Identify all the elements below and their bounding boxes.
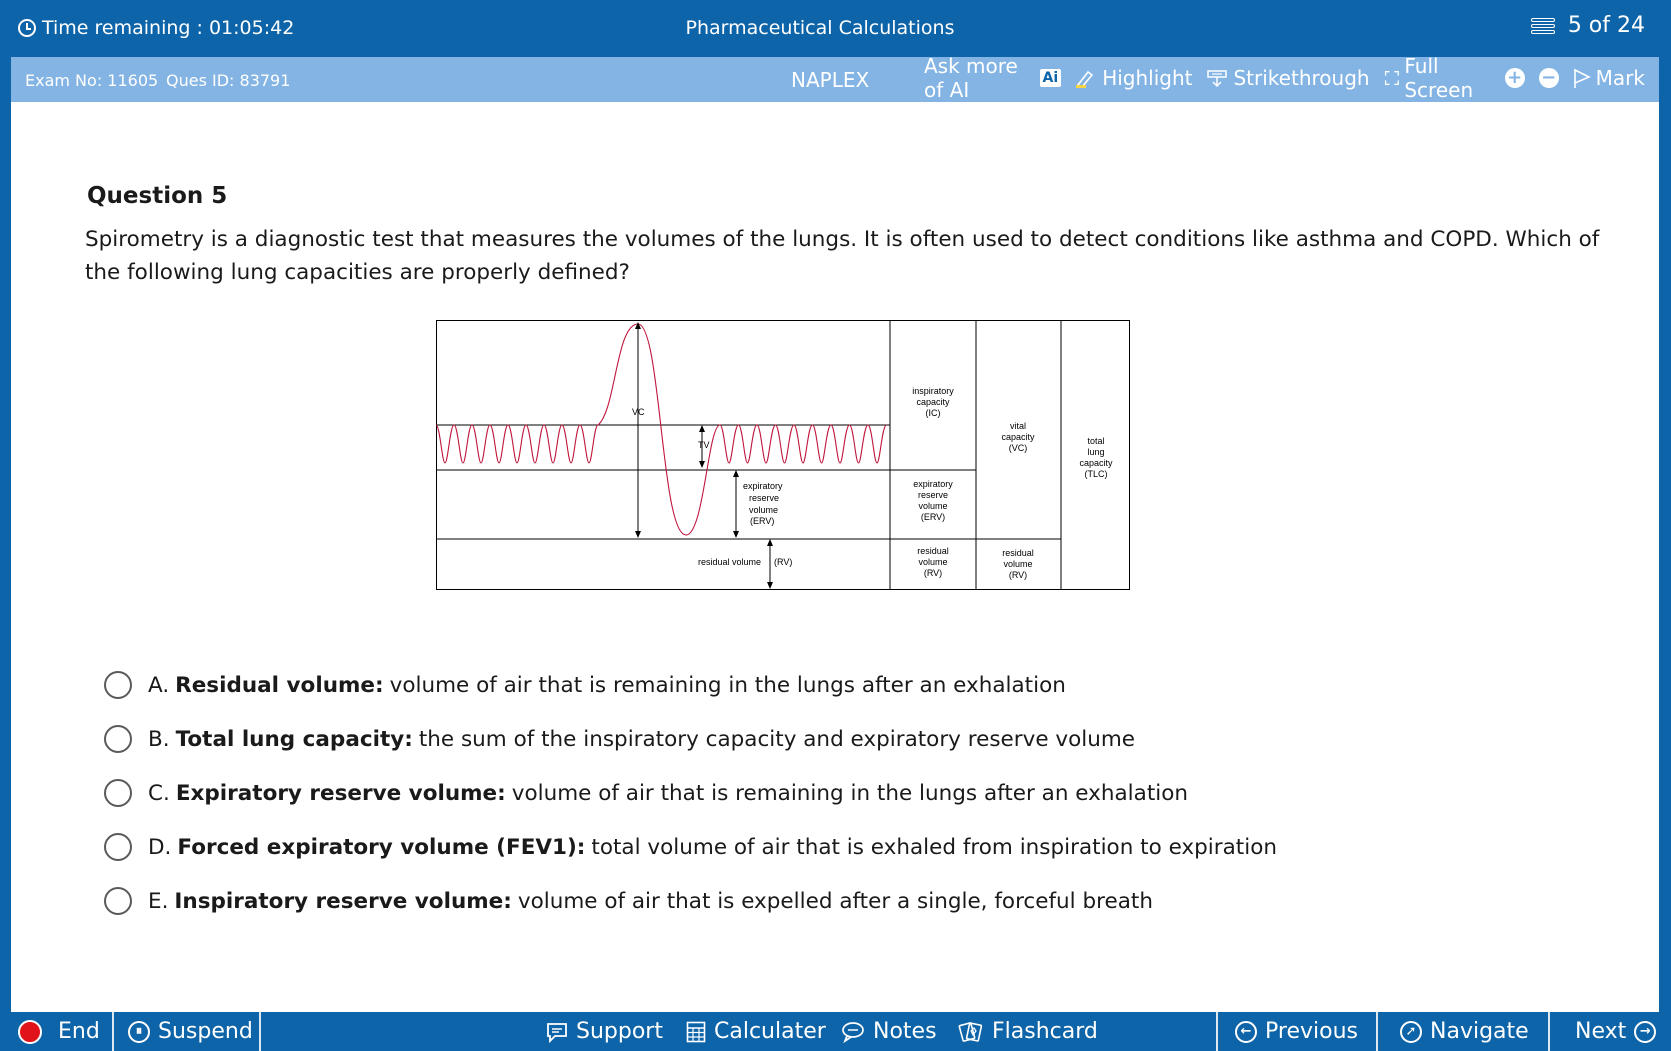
ask-ai-button[interactable]: [924, 54, 1061, 102]
erv-col-1: expiratory: [913, 479, 953, 489]
flag-icon: [1573, 67, 1591, 89]
option-definition: volume of air that is expelled after a single, forceful breath: [517, 888, 1153, 914]
vc-label: VC: [632, 407, 645, 417]
radio-button[interactable]: [104, 833, 132, 861]
option-term: Total lung capacity:: [175, 726, 413, 752]
erv-col-2: reserve: [917, 490, 949, 500]
vc-col-2: capacity: [1001, 432, 1035, 442]
option-b[interactable]: [104, 712, 1277, 766]
flashcard-button[interactable]: [958, 1012, 1098, 1051]
option-letter: E.: [148, 888, 169, 914]
erv-label-3: volume: [749, 505, 779, 515]
rv-col1-3: (RV): [923, 568, 943, 578]
frame-right: [1659, 57, 1671, 1012]
exam-name: NAPLEX: [791, 68, 870, 92]
highlight-button[interactable]: [1075, 66, 1192, 90]
ic-label-3: (IC): [925, 408, 941, 418]
support-button[interactable]: [546, 1012, 663, 1051]
flashcard-icon: [958, 1021, 984, 1043]
option-term: Inspiratory reserve volume:: [174, 888, 512, 914]
support-label: Support: [576, 1019, 663, 1044]
tlc-col-1: total: [1087, 436, 1105, 446]
tlc-col-3: capacity: [1079, 458, 1113, 468]
option-letter: A.: [148, 672, 170, 698]
erv-col-3: volume: [918, 501, 948, 511]
option-term: Residual volume:: [175, 672, 384, 698]
radio-button[interactable]: [104, 779, 132, 807]
top-bar: [0, 0, 1671, 57]
rv-col1-1: residual: [917, 546, 949, 556]
option-definition: volume of air that is remaining in the lungs after an exhalation: [511, 780, 1188, 806]
option-e[interactable]: [104, 874, 1277, 928]
erv-col-4: (ERV): [920, 512, 946, 522]
zoom-out-button[interactable]: [1539, 68, 1559, 88]
option-definition: total volume of air that is exhaled from inspiration to expiration: [591, 834, 1277, 860]
question-counter: [1530, 13, 1645, 38]
arrow-right-icon: →: [1634, 1021, 1656, 1043]
highlight-label: Highlight: [1102, 66, 1193, 90]
erv-label-2: reserve: [749, 493, 780, 503]
tlc-col-2: lung: [1087, 447, 1105, 457]
strikethrough-icon: [1206, 68, 1228, 88]
zoom-in-button[interactable]: [1505, 68, 1525, 88]
option-definition: the sum of the inspiratory capacity and expiratory reserve volume: [418, 726, 1136, 752]
notes-label: Notes: [873, 1019, 937, 1044]
option-c[interactable]: [104, 766, 1277, 820]
plus-icon: +: [1505, 68, 1525, 88]
exam-number: Exam No: 11605: [25, 71, 159, 90]
tv-label: TV: [698, 440, 710, 450]
suspend-label: Suspend: [158, 1019, 253, 1044]
strikethrough-label: Strikethrough: [1233, 66, 1370, 90]
mark-label: Mark: [1595, 66, 1645, 90]
rv-col2-3: (RV): [1008, 570, 1028, 580]
divider: [259, 1012, 261, 1051]
option-letter: D.: [148, 834, 172, 860]
vc-col-3: (VC): [1008, 443, 1028, 453]
next-button[interactable]: [1575, 1012, 1656, 1051]
ic-label-2: capacity: [916, 397, 950, 407]
question-id: Ques ID: 83791: [166, 71, 291, 90]
flashcard-label: Flashcard: [992, 1019, 1098, 1044]
rv-col1-2: volume: [918, 557, 948, 567]
divider: [1376, 1012, 1378, 1051]
minus-icon: −: [1539, 68, 1559, 88]
radio-button[interactable]: [104, 725, 132, 753]
rv-col2-1: residual: [1002, 548, 1034, 558]
previous-button[interactable]: [1235, 1012, 1358, 1051]
pause-icon: ⏸: [128, 1021, 150, 1043]
option-definition: volume of air that is remaining in the lungs after an exhalation: [389, 672, 1066, 698]
fullscreen-label: Full Screen: [1404, 54, 1474, 102]
radio-button[interactable]: [104, 887, 132, 915]
radio-button[interactable]: [104, 671, 132, 699]
rv-abbr: (RV): [774, 557, 793, 567]
toolbar: [11, 54, 1659, 102]
notes-icon: [841, 1021, 865, 1043]
option-term: Expiratory reserve volume:: [175, 780, 506, 806]
option-term: Forced expiratory volume (FEV1):: [177, 834, 586, 860]
timer-label: Time remaining : 01:05:42: [42, 17, 295, 39]
fullscreen-button[interactable]: [1384, 54, 1491, 102]
divider: [1548, 1012, 1550, 1051]
notes-button[interactable]: [841, 1012, 937, 1051]
answer-options: [104, 658, 1277, 928]
tlc-col-4: (TLC): [1084, 469, 1108, 479]
support-icon: [546, 1021, 568, 1043]
questions-list-icon[interactable]: [1530, 17, 1556, 35]
ic-label-1: inspiratory: [912, 386, 954, 396]
bottom-bar: [0, 1012, 1671, 1051]
exam-title: Pharmaceutical Calculations: [685, 17, 955, 39]
spirometry-diagram: [436, 320, 1130, 590]
ask-ai-label: Ask more of AI: [924, 54, 1018, 102]
erv-label-4: (ERV): [750, 516, 775, 526]
question-title: Question 5: [87, 183, 228, 209]
highlighter-icon: [1075, 68, 1097, 88]
mark-button[interactable]: [1573, 66, 1645, 90]
rv-label: residual volume: [698, 557, 762, 567]
question-counter-text: 5 of 24: [1567, 13, 1645, 38]
next-label: Next: [1575, 1019, 1627, 1044]
calculator-button[interactable]: [686, 1012, 826, 1051]
end-label: End: [58, 1019, 100, 1044]
previous-label: Previous: [1265, 1019, 1358, 1044]
option-d[interactable]: [104, 820, 1277, 874]
divider: [1216, 1012, 1218, 1051]
divider: [112, 1012, 114, 1051]
stop-icon: [18, 1020, 42, 1044]
navigate-button[interactable]: [1400, 1012, 1529, 1051]
frame-left: [0, 57, 11, 1012]
suspend-button[interactable]: [128, 1012, 253, 1051]
option-letter: B.: [148, 726, 170, 752]
rv-col2-2: volume: [1003, 559, 1033, 569]
erv-label-1: expiratory: [743, 481, 783, 491]
fullscreen-icon: [1384, 68, 1400, 88]
calculator-icon: [686, 1021, 706, 1043]
arrow-left-icon: ←: [1235, 1021, 1257, 1043]
tool-group: [924, 54, 1659, 102]
compass-icon: ➚: [1400, 1021, 1422, 1043]
ai-icon: Ai: [1040, 69, 1062, 87]
option-letter: C.: [148, 780, 170, 806]
vc-col-1: vital: [1009, 421, 1027, 431]
end-button[interactable]: [18, 1012, 100, 1051]
calculator-label: Calculater: [714, 1019, 826, 1044]
strikethrough-button[interactable]: [1206, 66, 1369, 90]
question-text: Spirometry is a diagnostic test that measures the volumes of the lungs. It is often used to detect conditions like asthma and COPD. Which of the following lung capacities are properly defined?: [85, 227, 1600, 285]
option-a[interactable]: [104, 658, 1277, 712]
navigate-label: Navigate: [1430, 1019, 1529, 1044]
